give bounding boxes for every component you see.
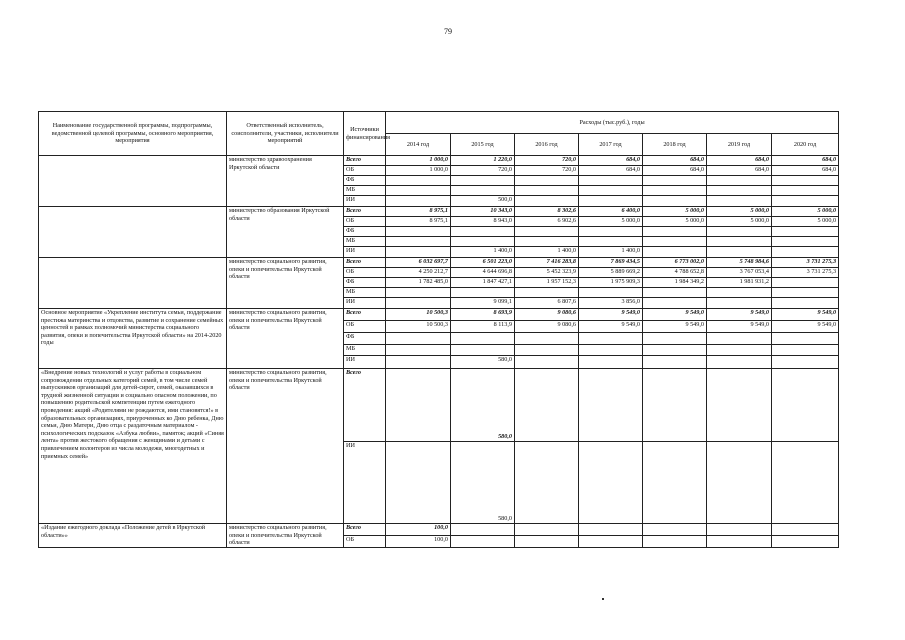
value-cell xyxy=(451,536,515,548)
value-cell: 5 889 669,2 xyxy=(579,268,643,278)
value-cell: 9 549,0 xyxy=(772,321,839,333)
header-executor: Ответственный исполнитель, соисполнители, участники, исполнители мероприятий xyxy=(227,112,344,156)
source-cell: ФБ xyxy=(344,333,386,345)
value-cell xyxy=(579,369,643,442)
value-cell: 5 000,0 xyxy=(707,207,772,217)
value-cell: 8 943,0 xyxy=(451,217,515,227)
value-cell xyxy=(386,356,451,369)
value-cell xyxy=(772,442,839,524)
value-cell xyxy=(643,524,707,536)
value-cell xyxy=(579,227,643,237)
page-number: 79 xyxy=(444,27,452,36)
value-cell: 4 250 212,7 xyxy=(386,268,451,278)
program-cell xyxy=(39,156,227,207)
value-cell xyxy=(643,196,707,207)
value-cell: 1 400,0 xyxy=(579,247,643,258)
value-cell xyxy=(643,186,707,196)
value-cell xyxy=(643,176,707,186)
value-cell xyxy=(515,345,579,356)
value-cell xyxy=(579,288,643,298)
value-cell: 6 501 223,0 xyxy=(451,258,515,268)
value-cell xyxy=(772,298,839,309)
value-cell xyxy=(772,288,839,298)
value-cell xyxy=(643,333,707,345)
value-cell: 684,0 xyxy=(707,156,772,166)
value-cell xyxy=(772,237,839,247)
value-cell xyxy=(772,524,839,536)
value-cell xyxy=(386,345,451,356)
value-cell xyxy=(707,442,772,524)
header-year: 2016 год xyxy=(515,134,579,156)
value-cell xyxy=(386,247,451,258)
executor-cell: министерство социального развития, опеки и попечительства Иркутской области xyxy=(227,524,344,548)
value-cell xyxy=(772,247,839,258)
source-cell: Всего xyxy=(344,156,386,166)
value-cell: 9 549,0 xyxy=(772,309,839,321)
value-cell: 7 869 434,5 xyxy=(579,258,643,268)
source-cell: ИИ xyxy=(344,298,386,309)
value-cell: 5 748 984,6 xyxy=(707,258,772,268)
value-cell: 1 400,0 xyxy=(451,247,515,258)
source-cell: МБ xyxy=(344,186,386,196)
value-cell: 10 500,3 xyxy=(386,309,451,321)
value-cell: 3 767 053,4 xyxy=(707,268,772,278)
value-cell: 1 847 427,1 xyxy=(451,278,515,288)
value-cell: 500,0 xyxy=(451,196,515,207)
value-cell xyxy=(515,524,579,536)
executor-cell: министерство социального развития, опеки и попечительства Иркутской области xyxy=(227,369,344,524)
value-cell xyxy=(515,176,579,186)
executor-cell: министерство образования Иркутской области xyxy=(227,207,344,258)
value-cell: 9 549,0 xyxy=(643,309,707,321)
value-cell xyxy=(515,333,579,345)
program-cell: «Издание ежегодного доклада «Положение детей в Иркутской области»» xyxy=(39,524,227,548)
value-cell xyxy=(707,288,772,298)
header-year: 2015 год xyxy=(451,134,515,156)
header-source: Источники финансирования xyxy=(344,112,386,156)
value-cell xyxy=(643,442,707,524)
value-cell: 9 549,0 xyxy=(579,321,643,333)
value-cell: 684,0 xyxy=(772,166,839,176)
value-cell xyxy=(579,333,643,345)
value-cell: 1 220,0 xyxy=(451,156,515,166)
value-cell: 100,0 xyxy=(386,524,451,536)
value-cell xyxy=(515,186,579,196)
source-cell: Всего xyxy=(344,258,386,268)
value-cell: 5 000,0 xyxy=(643,217,707,227)
value-cell xyxy=(643,288,707,298)
program-cell: Основное мероприятие «Укрепление института семьи, поддержание престижа материнства и отцовства, развитие и сохранение семейных ценностей в рамках полномочий министерства социального развития, опеки и попечительства Иркутской области» на 2014-2020 годы xyxy=(39,309,227,369)
value-cell xyxy=(515,288,579,298)
value-cell xyxy=(707,227,772,237)
header-program: Наименование государственной программы, подпрограммы, ведомственной целевой программы, основного мероприятия, мероприятия xyxy=(39,112,227,156)
value-cell: 580,0 xyxy=(451,356,515,369)
value-cell xyxy=(451,186,515,196)
executor-cell: министерство социального развития, опеки и попечительства Иркутской области xyxy=(227,258,344,309)
value-cell xyxy=(772,356,839,369)
value-cell xyxy=(643,298,707,309)
value-cell xyxy=(643,356,707,369)
source-cell: МБ xyxy=(344,345,386,356)
value-cell: 6 032 697,7 xyxy=(386,258,451,268)
value-cell: 10 500,3 xyxy=(386,321,451,333)
table-row xyxy=(39,207,839,217)
value-cell xyxy=(707,356,772,369)
value-cell xyxy=(643,369,707,442)
value-cell: 4 644 696,8 xyxy=(451,268,515,278)
header-year: 2019 год xyxy=(707,134,772,156)
value-cell xyxy=(579,237,643,247)
value-cell: 1 975 909,3 xyxy=(579,278,643,288)
table-row xyxy=(39,369,839,442)
value-cell: 6 400,0 xyxy=(579,207,643,217)
value-cell: 1 957 152,3 xyxy=(515,278,579,288)
value-cell xyxy=(515,237,579,247)
value-cell xyxy=(772,186,839,196)
value-cell: 100,0 xyxy=(386,536,451,548)
header-year: 2017 год xyxy=(579,134,643,156)
value-cell xyxy=(579,536,643,548)
value-cell xyxy=(515,442,579,524)
header-year: 2014 год xyxy=(386,134,451,156)
source-cell: МБ xyxy=(344,288,386,298)
source-cell: ИИ xyxy=(344,247,386,258)
source-cell: Всего xyxy=(344,207,386,217)
value-cell: 8 975,1 xyxy=(386,207,451,217)
value-cell xyxy=(515,369,579,442)
value-cell xyxy=(451,227,515,237)
value-cell: 8 975,1 xyxy=(386,217,451,227)
value-cell: 9 549,0 xyxy=(707,309,772,321)
value-cell xyxy=(707,247,772,258)
header-year: 2018 год xyxy=(643,134,707,156)
value-cell xyxy=(451,288,515,298)
value-cell xyxy=(643,227,707,237)
value-cell xyxy=(707,536,772,548)
value-cell xyxy=(643,247,707,258)
value-cell: 6 902,6 xyxy=(515,217,579,227)
value-cell xyxy=(579,176,643,186)
table-row xyxy=(39,258,839,268)
value-cell xyxy=(386,442,451,524)
value-cell xyxy=(579,196,643,207)
value-cell xyxy=(451,176,515,186)
value-cell xyxy=(579,524,643,536)
value-cell: 3 856,0 xyxy=(579,298,643,309)
value-cell xyxy=(386,227,451,237)
value-cell: 6 773 002,0 xyxy=(643,258,707,268)
value-cell: 1 984 349,2 xyxy=(643,278,707,288)
value-cell: 3 731 275,3 xyxy=(772,268,839,278)
value-cell xyxy=(386,176,451,186)
value-cell xyxy=(386,186,451,196)
value-cell xyxy=(386,333,451,345)
table-row xyxy=(39,524,839,536)
value-cell: 8 113,9 xyxy=(451,321,515,333)
value-cell: 6 807,6 xyxy=(515,298,579,309)
value-cell: 1 782 485,0 xyxy=(386,278,451,288)
value-cell: 720,0 xyxy=(451,166,515,176)
value-cell xyxy=(707,333,772,345)
value-cell: 8 693,9 xyxy=(451,309,515,321)
value-cell xyxy=(515,196,579,207)
value-cell xyxy=(451,524,515,536)
source-cell: ОБ xyxy=(344,268,386,278)
value-cell xyxy=(643,536,707,548)
source-cell: ИИ xyxy=(344,356,386,369)
source-cell: ОБ xyxy=(344,166,386,176)
value-cell xyxy=(707,237,772,247)
value-cell: 720,0 xyxy=(515,166,579,176)
value-cell: 1 000,0 xyxy=(386,156,451,166)
header-expenses: Расходы (тыс.руб.), годы xyxy=(386,112,839,134)
value-cell: 9 549,0 xyxy=(643,321,707,333)
program-cell: «Внедрение новых технологий и услуг работы в социальном сопровождении отдельных категорий семей, в том числе семей выпускников организаций для детей-сирот, семей, оказавшихся в трудной жизненной ситуации и социально опасном положении, по повышению родительской компетенции путем ежегодного проведения: акций «Родителями не рождаются, ими становятся!» в образовательных организациях, приуроченных ко Дню ребенка, Дню семьи, Дню Матери, Дню отца с раздаточным материалом - психологических подсказок «Азбука любви», памяток; акций «Синяя лента» против жестокого обращения с женщинами и детьми с привлечением волонтеров из числа молодежи, многодетных и приемных семей» xyxy=(39,369,227,524)
value-cell xyxy=(707,196,772,207)
source-cell: ФБ xyxy=(344,176,386,186)
table-row xyxy=(39,156,839,166)
value-cell xyxy=(515,536,579,548)
value-cell xyxy=(707,186,772,196)
value-cell xyxy=(643,345,707,356)
header-row xyxy=(39,112,839,134)
value-cell: 720,0 xyxy=(515,156,579,166)
value-cell xyxy=(579,186,643,196)
value-cell xyxy=(386,288,451,298)
header-year: 2020 год xyxy=(772,134,839,156)
value-cell: 684,0 xyxy=(707,166,772,176)
value-cell xyxy=(386,237,451,247)
value-cell xyxy=(386,298,451,309)
value-cell: 5 000,0 xyxy=(707,217,772,227)
source-cell: ФБ xyxy=(344,227,386,237)
value-cell: 9 099,1 xyxy=(451,298,515,309)
value-cell: 684,0 xyxy=(643,156,707,166)
value-cell xyxy=(772,369,839,442)
value-cell xyxy=(772,196,839,207)
source-cell: ОБ xyxy=(344,321,386,333)
source-cell: Всего xyxy=(344,524,386,536)
value-cell: 5 000,0 xyxy=(772,207,839,217)
value-cell: 9 080,6 xyxy=(515,321,579,333)
value-cell: 580,0 xyxy=(451,369,515,442)
value-cell: 5 000,0 xyxy=(643,207,707,217)
source-cell: ИИ xyxy=(344,442,386,524)
value-cell xyxy=(772,227,839,237)
value-cell xyxy=(707,369,772,442)
program-cell xyxy=(39,207,227,258)
source-cell: ОБ xyxy=(344,536,386,548)
value-cell: 7 416 283,8 xyxy=(515,258,579,268)
source-cell: Всего xyxy=(344,309,386,321)
value-cell xyxy=(707,176,772,186)
value-cell: 684,0 xyxy=(772,156,839,166)
value-cell xyxy=(515,227,579,237)
source-cell: МБ xyxy=(344,237,386,247)
source-cell: ФБ xyxy=(344,278,386,288)
value-cell: 1 000,0 xyxy=(386,166,451,176)
value-cell: 684,0 xyxy=(579,166,643,176)
value-cell: 5 000,0 xyxy=(579,217,643,227)
value-cell xyxy=(386,369,451,442)
expenses-table xyxy=(38,111,839,548)
scan-speck xyxy=(602,598,604,600)
value-cell: 684,0 xyxy=(643,166,707,176)
value-cell xyxy=(579,442,643,524)
value-cell: 5 000,0 xyxy=(772,217,839,227)
value-cell: 10 343,0 xyxy=(451,207,515,217)
executor-cell: министерство здравоохранения Иркутской области xyxy=(227,156,344,207)
source-cell: Всего xyxy=(344,369,386,442)
value-cell: 1 400,0 xyxy=(515,247,579,258)
value-cell xyxy=(386,196,451,207)
value-cell xyxy=(451,333,515,345)
value-cell: 3 731 275,3 xyxy=(772,258,839,268)
value-cell xyxy=(772,278,839,288)
source-cell: ОБ xyxy=(344,217,386,227)
executor-cell: министерство социального развития, опеки и попечительства Иркутской области xyxy=(227,309,344,369)
value-cell: 580,0 xyxy=(451,442,515,524)
value-cell: 9 549,0 xyxy=(579,309,643,321)
value-cell: 9 549,0 xyxy=(707,321,772,333)
value-cell: 1 981 931,2 xyxy=(707,278,772,288)
table-row xyxy=(39,309,839,321)
value-cell xyxy=(643,237,707,247)
source-cell: ИИ xyxy=(344,196,386,207)
value-cell: 4 788 652,8 xyxy=(643,268,707,278)
value-cell xyxy=(579,356,643,369)
value-cell xyxy=(772,536,839,548)
value-cell xyxy=(451,345,515,356)
value-cell xyxy=(772,333,839,345)
program-cell xyxy=(39,258,227,309)
value-cell xyxy=(451,237,515,247)
value-cell: 5 452 323,9 xyxy=(515,268,579,278)
value-cell xyxy=(772,176,839,186)
value-cell xyxy=(772,345,839,356)
value-cell xyxy=(579,345,643,356)
value-cell xyxy=(707,524,772,536)
value-cell: 684,0 xyxy=(579,156,643,166)
value-cell: 9 080,6 xyxy=(515,309,579,321)
value-cell: 8 302,6 xyxy=(515,207,579,217)
value-cell xyxy=(707,345,772,356)
value-cell xyxy=(707,298,772,309)
value-cell xyxy=(515,356,579,369)
